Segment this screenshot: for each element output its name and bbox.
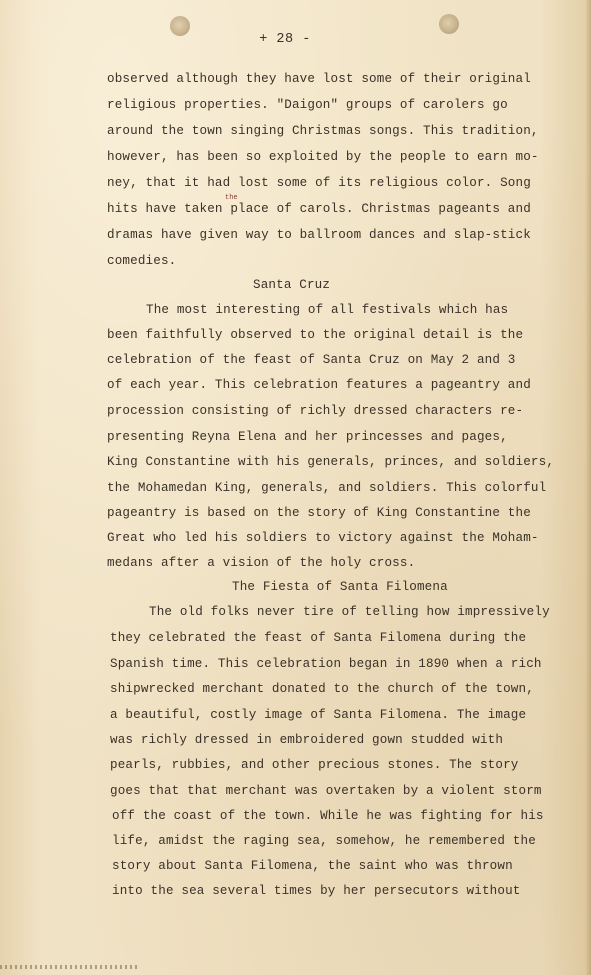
- text-line: ney, that it had lost some of its religious color. Song: [107, 176, 531, 190]
- text-line: procession consisting of richly dressed characters re-: [107, 404, 524, 418]
- section-heading: Santa Cruz: [253, 278, 331, 292]
- text-line: the Mohamedan King, generals, and soldiers. This colorful: [107, 481, 547, 495]
- text-line: The most interesting of all festivals which has: [146, 303, 509, 317]
- text-line: was richly dressed in embroidered gown studded with: [110, 733, 504, 747]
- text-line: presenting Reyna Elena and her princesses and pages,: [107, 430, 508, 444]
- text-line: however, has been so exploited by the people to earn mo-: [107, 150, 539, 164]
- text-line: story about Santa Filomena, the saint who was thrown: [112, 859, 513, 873]
- page-number: + 28 -: [259, 32, 311, 47]
- text-line: celebration of the feast of Santa Cruz on May 2 and 3: [107, 353, 516, 367]
- punch-hole-right: [439, 14, 459, 34]
- text-line: into the sea several times by her persecutors without: [112, 884, 521, 898]
- text-line: around the town singing Christmas songs. This tradition,: [107, 124, 539, 138]
- text-line: pageantry is based on the story of King Constantine the: [107, 506, 531, 520]
- text-line: life, amidst the raging sea, somehow, he remembered the: [112, 834, 536, 848]
- section-heading: The Fiesta of Santa Filomena: [232, 580, 448, 594]
- text-line: dramas have given way to ballroom dances and slap-stick: [107, 228, 531, 242]
- text-line: of each year. This celebration features a pageantry and: [107, 378, 531, 392]
- text-line: King Constantine with his generals, princes, and soldiers,: [107, 455, 555, 469]
- text-line: been faithfully observed to the original detail is the: [107, 328, 524, 342]
- scan-edge-marks: [0, 965, 140, 969]
- text-line: goes that that merchant was overtaken by a violent storm: [110, 784, 542, 798]
- text-line: religious properties. "Daigon" groups of carolers go: [107, 98, 508, 112]
- text-line: off the coast of the town. While he was fighting for his: [112, 809, 544, 823]
- text-line: The old folks never tire of telling how impressively: [149, 605, 550, 619]
- text-line: medans after a vision of the holy cross.: [107, 556, 416, 570]
- text-line: a beautiful, costly image of Santa Filomena. The image: [110, 708, 527, 722]
- text-line: shipwrecked merchant donated to the church of the town,: [110, 682, 534, 696]
- text-line: observed although they have lost some of their original: [107, 72, 531, 86]
- page-edge-shadow: [585, 0, 591, 975]
- text-line: Great who led his soldiers to victory against the Moham-: [107, 531, 539, 545]
- text-line: comedies.: [107, 254, 177, 268]
- text-line: Spanish time. This celebration began in 1890 when a rich: [110, 657, 542, 671]
- text-line: hits have taken place of carols. Christmas pageants and: [107, 202, 531, 216]
- handwritten-insertion: the: [225, 194, 238, 202]
- text-line: they celebrated the feast of Santa Filomena during the: [110, 631, 527, 645]
- text-line: pearls, rubbies, and other precious stones. The story: [110, 758, 519, 772]
